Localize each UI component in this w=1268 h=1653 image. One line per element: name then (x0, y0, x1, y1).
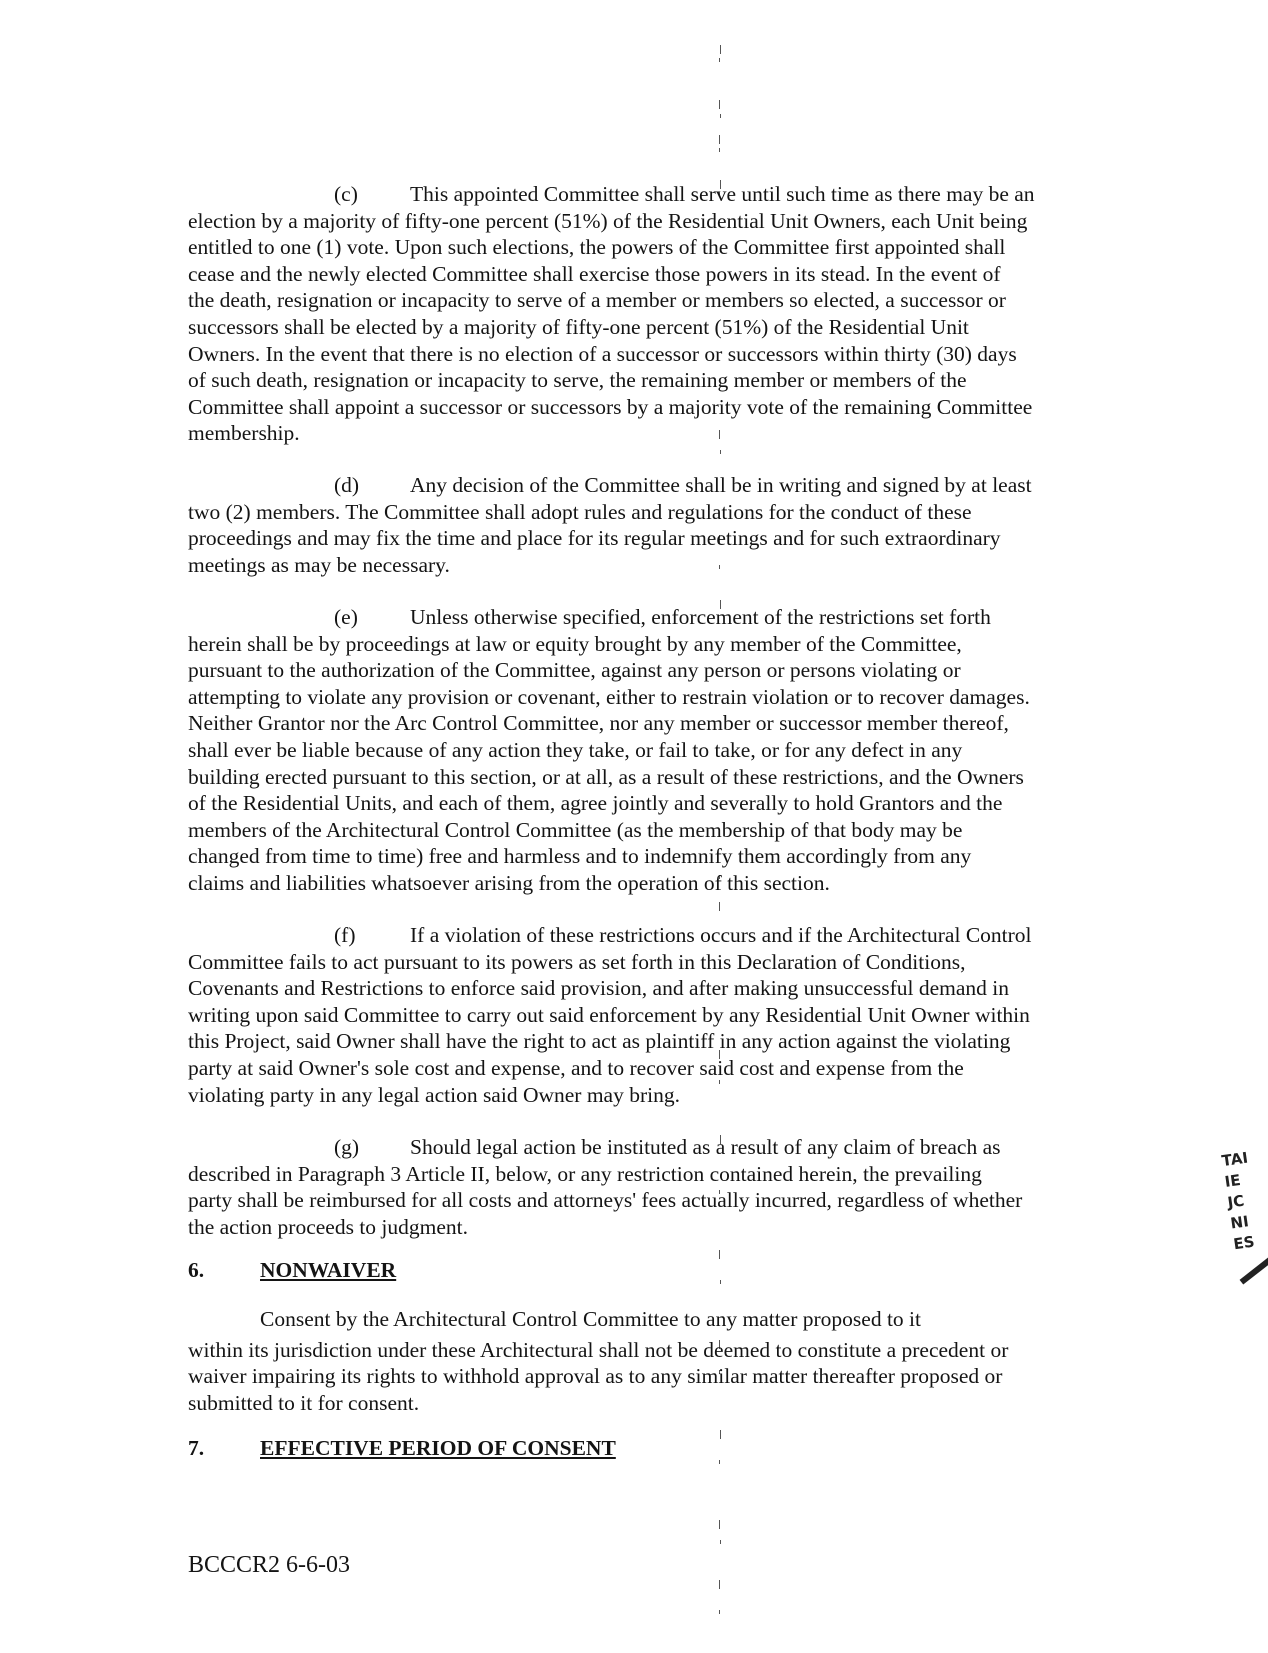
paragraph-c-line-6: successors shall be elected by a majority of fifty-one percent (51%) of the Residential Unit (188, 314, 969, 339)
scan-speck (719, 135, 720, 144)
paragraph-d-label: (d) (334, 473, 360, 497)
paragraph-c-line-7: Owners. In the event that there is no election of a successor or successors within thirty (30) days (188, 341, 1017, 366)
section-6-line-1: Consent by the Architectural Control Committee to any matter proposed to it (260, 1307, 921, 1331)
scan-speck (719, 148, 720, 152)
paragraph-e-line-5: Neither Grantor nor the Arc Control Committee, nor any member or successor member thereof, (188, 711, 1009, 736)
section-6-body (188, 1306, 1088, 1416)
paragraph-f (188, 922, 1088, 1108)
paragraph-g-first-line (188, 1134, 1088, 1161)
paragraph-c-first-line (188, 181, 1088, 208)
paragraph-d-line-1: Any decision of the Committee shall be in writing and signed by at least (410, 473, 1032, 497)
section-6-title: NONWAIVER (260, 1258, 397, 1282)
paragraph-e-line-3: pursuant to the authorization of the Committee, against any person or persons violating or (188, 658, 961, 683)
paragraph-e-line-10: changed from time to time) free and harmless and to indemnify them accordingly from any (188, 844, 972, 869)
paragraph-g-line-2: described in Paragraph 3 Article II, below, or any restriction contained herein, the prevailing (188, 1161, 982, 1186)
section-7-title: EFFECTIVE PERIOD OF CONSENT (260, 1436, 616, 1460)
paragraph-e-line-11: claims and liabilities whatsoever arising from the operation of this section. (188, 870, 830, 895)
paragraph-c-line-8: of such death, resignation or incapacity to serve, the remaining member or members of the (188, 368, 967, 393)
paragraph-e-line-2: herein shall be by proceedings at law or equity brought by any member of the Committee, (188, 631, 962, 656)
scan-speck (720, 1430, 721, 1439)
paragraph-d-line-3: proceedings and may fix the time and place for its regular meetings and for such extraordinary (188, 526, 1001, 551)
margin-stamp-line: NI (1229, 1212, 1250, 1233)
margin-stamp-line: IE (1223, 1170, 1242, 1191)
paragraph-c-line-9: Committee shall appoint a successor or successors by a majority vote of the remaining Committee (188, 394, 1033, 419)
margin-stamp-line: ES (1232, 1232, 1256, 1254)
scan-speck (720, 1280, 721, 1284)
footer-doc-code: BCCCR2 6-6-03 (188, 1552, 351, 1578)
margin-stamp-bar (1240, 1256, 1268, 1284)
paragraph-e-line-8: of the Residential Units, and each of them, agree jointly and severally to hold Grantors and the (188, 791, 1003, 816)
paragraph-c-line-5: the death, resignation or incapacity to serve of a member or members so elected, a successor or (188, 288, 1006, 313)
section-6-line-2: within its jurisdiction under these Architectural shall not be deemed to constitute a precedent or (188, 1337, 1009, 1362)
paragraph-e-line-7: building erected pursuant to this section, or at all, as a result of these restrictions, and the Owners (188, 764, 1024, 789)
paragraph-f-line-1: If a violation of these restrictions occurs and if the Architectural Control (410, 923, 1032, 947)
paragraph-f-line-3: Covenants and Restrictions to enforce said provision, and after making unsuccessful demand in (188, 976, 1009, 1001)
paragraph-e-line-6: shall ever be liable because of any action they take, or fail to take, or for any defect in any (188, 737, 963, 762)
scan-speck (720, 114, 721, 118)
scan-speck (719, 58, 720, 62)
paragraph-e (188, 604, 1088, 897)
paragraph-f-line-7: violating party in any legal action said Owner may bring. (188, 1082, 680, 1107)
paragraph-f-line-6: party at said Owner's sole cost and expense, and to recover said cost and expense from the (188, 1055, 964, 1080)
margin-stamp (1220, 1146, 1268, 1290)
section-7-number: 7. (188, 1436, 205, 1460)
scan-speck (719, 1610, 720, 1614)
paragraph-e-label: (e) (334, 605, 358, 629)
paragraph-c-line-1: This appointed Committee shall serve until such time as there may be an (410, 182, 1035, 206)
scan-speck (719, 1520, 720, 1529)
section-7-heading (188, 1436, 616, 1461)
paragraph-c (188, 181, 1088, 447)
paragraph-e-line-1: Unless otherwise specified, enforcement of the restrictions set forth (410, 605, 991, 629)
scan-speck (720, 45, 721, 54)
paragraph-f-first-line (188, 922, 1088, 949)
scan-speck (719, 902, 720, 911)
scan-speck (719, 1580, 720, 1589)
paragraph-g-line-4: the action proceeds to judgment. (188, 1214, 469, 1239)
scan-speck (720, 1540, 721, 1544)
paragraph-c-label: (c) (334, 182, 358, 206)
paragraph-c-line-10: membership. (188, 421, 300, 446)
paragraph-e-line-4: attempting to violate any provision or covenant, either to restrain violation or to recover damages. (188, 684, 1030, 709)
paragraph-g-line-1: Should legal action be instituted as a result of any claim of breach as (410, 1135, 1001, 1159)
paragraph-f-line-5: this Project, said Owner shall have the right to act as plaintiff in any action against the violating (188, 1029, 1011, 1054)
scan-speck (719, 1250, 720, 1259)
paragraph-g-label: (g) (334, 1135, 360, 1159)
section-6-line-4: submitted to it for consent. (188, 1390, 420, 1415)
margin-stamp-line: TAI (1220, 1148, 1250, 1171)
paragraph-e-first-line (188, 604, 1088, 631)
paragraph-d-line-4: meetings as may be necessary. (188, 552, 450, 577)
paragraph-f-line-2: Committee fails to act pursuant to its powers as set forth in this Declaration of Conditions, (188, 949, 966, 974)
paragraph-f-line-4: writing upon said Committee to carry out said enforcement by any Residential Unit Owner within (188, 1002, 1030, 1027)
section-6-heading (188, 1258, 396, 1283)
paragraph-c-line-2: election by a majority of fifty-one percent (51%) of the Residential Unit Owners, each Unit being (188, 208, 1028, 233)
margin-stamp-line: JC (1226, 1191, 1246, 1212)
paragraph-c-line-3: entitled to one (1) vote. Upon such elections, the powers of the Committee first appointed shall (188, 235, 1006, 260)
section-6-line-3: waiver impairing its rights to withhold approval as to any similar matter thereafter proposed or (188, 1364, 1003, 1389)
paragraph-c-line-4: cease and the newly elected Committee shall exercise those powers in its stead. In the event of (188, 261, 1001, 286)
paragraph-e-line-9: members of the Architectural Control Committee (as the membership of that body may be (188, 817, 963, 842)
paragraph-d-first-line (188, 472, 1088, 499)
scan-speck (720, 450, 721, 454)
scan-speck (719, 1460, 720, 1464)
paragraph-d (188, 472, 1088, 578)
scan-speck (719, 100, 720, 109)
paragraph-d-line-2: two (2) members. The Committee shall adopt rules and regulations for the conduct of these (188, 499, 972, 524)
paragraph-f-label: (f) (334, 923, 356, 947)
section-6-number: 6. (188, 1258, 205, 1282)
paragraph-g-line-3: party shall be reimbursed for all costs and attorneys' fees actually incurred, regardless of whether (188, 1188, 1023, 1213)
paragraph-g (188, 1134, 1088, 1240)
